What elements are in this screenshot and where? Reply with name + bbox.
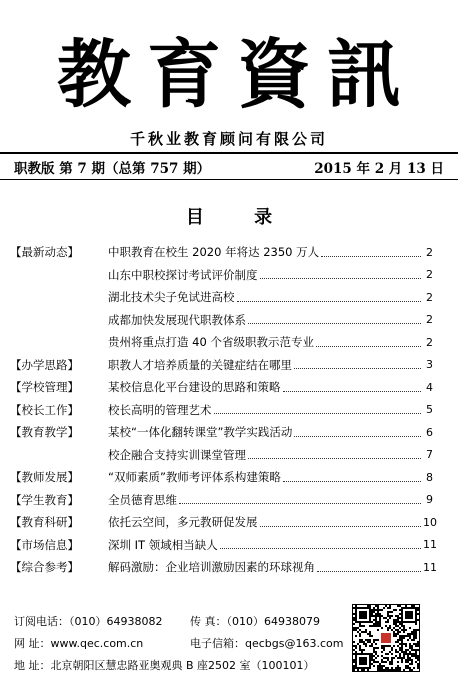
toc-entry-title: 成都加快发展现代职教体系	[108, 312, 246, 327]
toc-page-number: 9	[426, 493, 433, 507]
toc-row[interactable]	[10, 466, 433, 489]
qr-code-icon	[352, 604, 420, 672]
toc-heading: 目 录	[185, 207, 295, 228]
toc-entry-title: 深圳 IT 领域相当缺人	[108, 537, 218, 552]
address: 地 址：北京朝阳区慧忠路亚奥观典 B 座2502 室（100101）	[14, 659, 315, 672]
table-of-contents	[10, 241, 437, 579]
toc-page-number: 11	[423, 560, 437, 574]
subscribe-phone: 订阅电话：（010）64938082	[14, 615, 163, 628]
toc-page-number: 2	[426, 245, 433, 259]
qr-code-graphic	[353, 605, 419, 671]
toc-leader-dots	[294, 436, 421, 437]
website[interactable]: 网 址：www.qec.com.cn	[14, 637, 144, 650]
toc-leader-dots	[316, 346, 421, 347]
toc-leader-dots	[283, 481, 421, 482]
issue-number: 职教版 第 7 期（总第 757 期）	[14, 160, 211, 177]
toc-category: 【办学思路】	[10, 357, 79, 372]
fax-number: 传 真：（010）64938079	[190, 615, 320, 628]
toc-category: 【综合参考】	[10, 560, 79, 575]
toc-leader-dots	[248, 458, 421, 459]
toc-leader-dots	[294, 368, 421, 369]
email[interactable]: 电子信箱：qecbgs@163.com	[190, 637, 344, 650]
toc-category: 【最新动态】	[10, 245, 79, 260]
issue-date: 2015 年 2 月 13 日	[314, 160, 444, 177]
toc-leader-dots	[248, 323, 421, 324]
toc-row[interactable]	[10, 286, 433, 309]
toc-category: 【市场信息】	[10, 537, 79, 552]
toc-leader-dots	[321, 256, 421, 257]
toc-row[interactable]	[10, 376, 433, 399]
toc-entry-title: 湖北技术尖子免试进高校	[108, 290, 235, 305]
toc-row[interactable]	[10, 489, 433, 512]
toc-category: 【教育教学】	[10, 425, 79, 440]
toc-row[interactable]	[10, 264, 433, 287]
toc-page-number: 11	[423, 538, 437, 552]
toc-category: 【教育科研】	[10, 515, 79, 530]
toc-category: 【学校管理】	[10, 380, 79, 395]
toc-entry-title: 解码激励：企业培训激励因素的环球视角	[108, 560, 315, 575]
toc-category: 【学生教育】	[10, 492, 79, 507]
toc-entry-title: 依托云空间，多元教研促发展	[108, 515, 258, 530]
toc-category: 【教师发展】	[10, 470, 79, 485]
toc-entry-title: 某校信息化平台建设的思路和策略	[108, 380, 281, 395]
toc-page-number: 2	[426, 313, 433, 327]
toc-row[interactable]	[10, 241, 433, 264]
toc-entry-title: 某校“一体化翻转课堂”教学实践活动	[108, 425, 293, 440]
toc-page-number: 10	[423, 515, 437, 529]
toc-row[interactable]	[10, 444, 433, 467]
toc-row[interactable]	[10, 511, 437, 534]
toc-entry-title: “双师素质”教师考评体系构建策略	[108, 470, 281, 485]
toc-page-number: 3	[426, 358, 433, 372]
toc-leader-dots	[260, 526, 422, 527]
toc-row[interactable]	[10, 309, 433, 332]
toc-page-number: 8	[426, 470, 433, 484]
company-name: 千秋业教育顾问有限公司	[129, 130, 328, 148]
toc-row[interactable]	[10, 556, 437, 579]
toc-entry-title: 贵州将重点打造 40 个省级职教示范专业	[108, 335, 314, 350]
toc-row[interactable]	[10, 421, 433, 444]
toc-row[interactable]	[10, 331, 433, 354]
toc-row[interactable]	[10, 354, 433, 377]
toc-page-number: 7	[426, 448, 433, 462]
toc-leader-dots	[220, 548, 421, 549]
toc-entry-title: 中职教育在校生 2020 年将达 2350 万人	[108, 245, 320, 260]
toc-row[interactable]	[10, 534, 437, 557]
toc-entry-title: 校企融合支持实训课堂管理	[108, 447, 246, 462]
toc-leader-dots	[179, 503, 421, 504]
toc-leader-dots	[283, 391, 422, 392]
toc-leader-dots	[237, 301, 422, 302]
toc-leader-dots	[317, 571, 421, 572]
toc-leader-dots	[260, 278, 422, 279]
toc-row[interactable]	[10, 399, 433, 422]
toc-category: 【校长工作】	[10, 402, 79, 417]
masthead-title: 教育資訊	[57, 32, 417, 118]
toc-page-number: 2	[426, 335, 433, 349]
toc-entry-title: 校长高明的管理艺术	[108, 402, 212, 417]
toc-page-number: 2	[426, 290, 433, 304]
toc-entry-title: 职教人才培养质量的关键症结在哪里	[108, 357, 292, 372]
toc-page-number: 4	[426, 380, 433, 394]
toc-page-number: 6	[426, 425, 433, 439]
toc-page-number: 2	[426, 268, 433, 282]
toc-entry-title: 全员德育思维	[108, 492, 177, 507]
toc-page-number: 5	[426, 403, 433, 417]
issue-info-bar	[0, 152, 458, 180]
toc-entry-title: 山东中职校探讨考试评价制度	[108, 267, 258, 282]
toc-leader-dots	[214, 413, 422, 414]
